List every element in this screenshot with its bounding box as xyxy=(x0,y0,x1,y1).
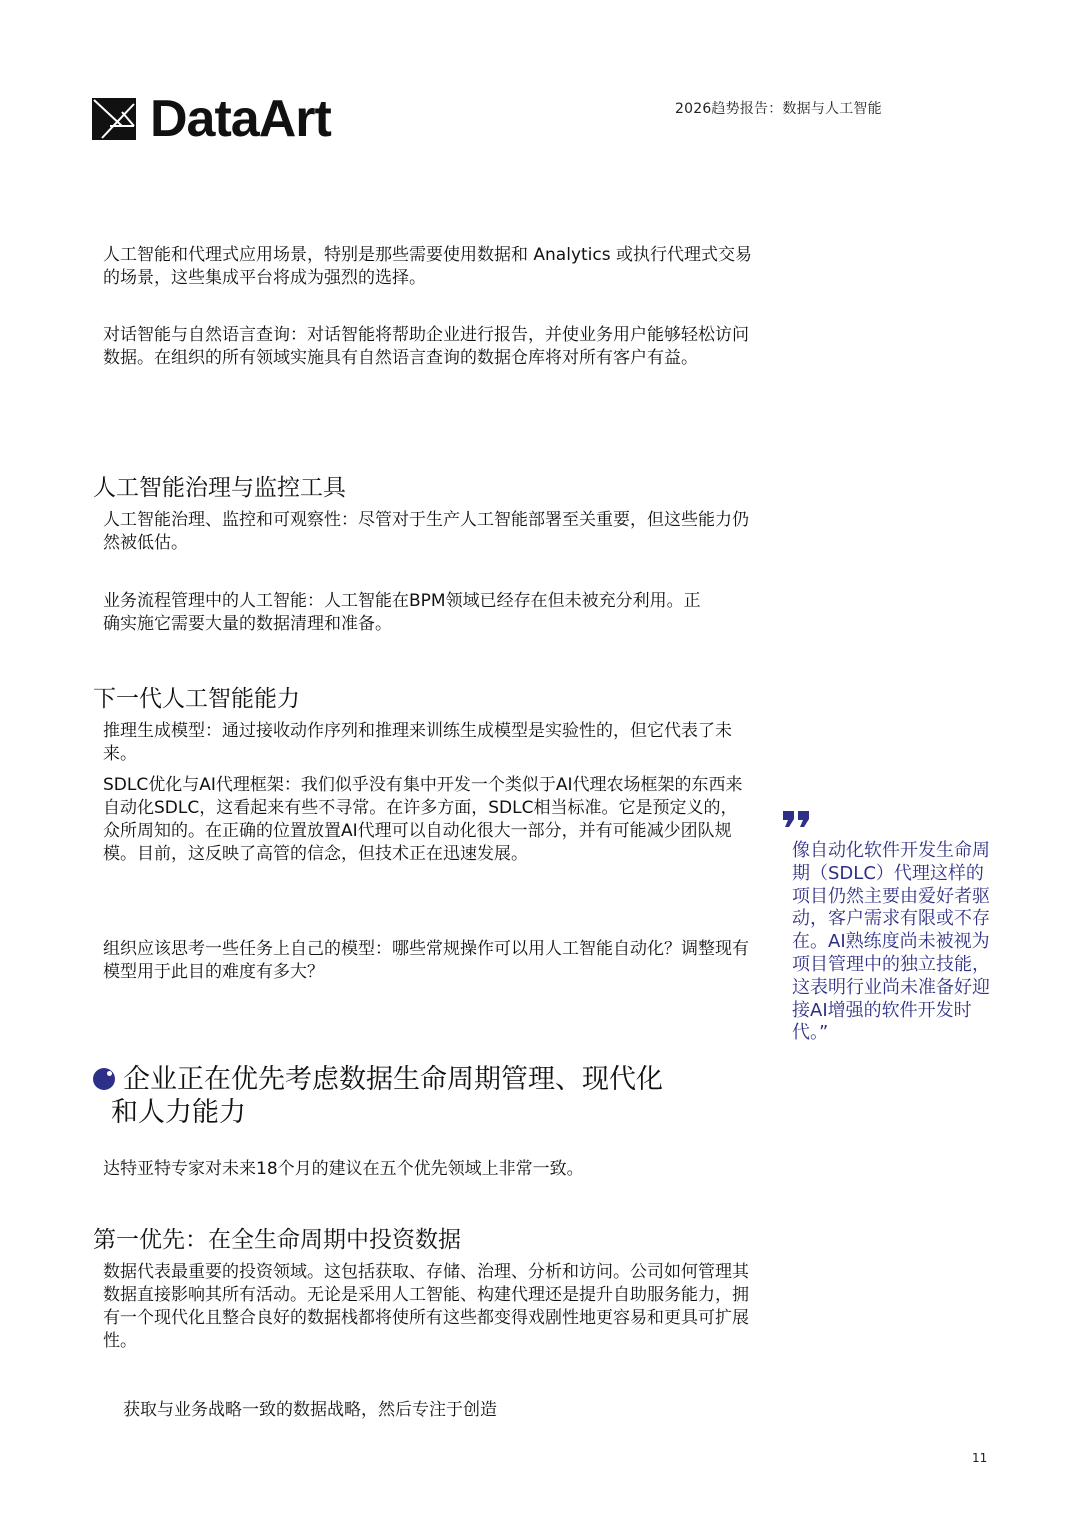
major-heading xyxy=(93,1063,743,1129)
section-heading-governance: 人工智能治理与监控工具 xyxy=(93,475,346,501)
bullet-icon xyxy=(93,1068,115,1090)
page-number: 11 xyxy=(972,1451,988,1465)
intro-paragraph-1: 人工智能和代理式应用场景，特别是那些需要使用数据和 Analytics 或执行代理式交易的场景，这些集成平台将成为强烈的选择。 xyxy=(103,245,753,288)
major-heading-line-1: 企业正在优先考虑数据生命周期管理、现代化 xyxy=(123,1064,663,1095)
logo-mark-icon xyxy=(92,98,136,140)
major-heading-line-2: 和人力能力 xyxy=(111,1097,246,1128)
major-intro-paragraph: 达特亚特专家对未来18个月的建议在五个优先领域上非常一致。 xyxy=(103,1159,584,1179)
intro-paragraph-2: 对话智能与自然语言查询：对话智能将帮助企业进行报告，并使业务用户能够轻松访问数据。在组织的所有领域实施具有自然语言查询的数据仓库将对所有客户有益。 xyxy=(103,325,749,368)
next-gen-paragraph-2: SDLC优化与AI代理框架：我们似乎没有集中开发一个类似于AI代理农场框架的东西来自动化SDLC，这看起来有些不寻常。在许多方面，SDLC相当标准。它是预定义的，众所周知的。在正确的位置放置AI代理可以自动化很大一部分，并有可能减少团队规模。目前，这反映了高管的信念，但技术正在迅速发展。 xyxy=(103,775,743,864)
pull-quote-text: 像自动化软件开发生命周期（SDLC）代理这样的项目仍然主要由爱好者驱动，客户需求有限或不存在。AI熟练度尚未被视为项目管理中的独立技能，这表明行业尚未准备好迎接AI增强的软件开发时代。” xyxy=(792,840,990,1044)
next-gen-paragraph-1: 推理生成模型：通过接收动作序列和推理来训练生成模型是实验性的，但它代表了未来。 xyxy=(103,721,732,764)
next-gen-paragraph-3: 组织应该思考一些任务上自己的模型：哪些常规操作可以用人工智能自动化？调整现有模型用于此目的难度有多大？ xyxy=(103,939,749,982)
report-title: 2026趋势报告：数据与人工智能 xyxy=(675,101,882,117)
quote-icon xyxy=(782,810,812,828)
section-heading-next-gen: 下一代人工智能能力 xyxy=(93,686,300,712)
governance-paragraph-1: 人工智能治理、监控和可观察性：尽管对于生产人工智能部署至关重要，但这些能力仍然被低估。 xyxy=(103,510,749,553)
priority-one-heading: 第一优先：在全生命周期中投资数据 xyxy=(93,1227,461,1253)
logo-text: DataArt xyxy=(150,90,331,148)
priority-one-sub-paragraph: 获取与业务战略一致的数据战略，然后专注于创造 xyxy=(123,1400,497,1420)
governance-paragraph-2: 业务流程管理中的人工智能：人工智能在BPM领域已经存在但未被充分利用。正确实施它需要大量的数据清理和准备。 xyxy=(103,591,701,634)
priority-one-paragraph: 数据代表最重要的投资领域。这包括获取、存储、治理、分析和访问。公司如何管理其数据直接影响其所有活动。无论是采用人工智能、构建代理还是提升自助服务能力，拥有一个现代化且整合良好的数据栈都将使所有这些都变得戏剧性地更容易和更具可扩展性。 xyxy=(103,1262,749,1351)
dataart-logo xyxy=(92,90,331,148)
